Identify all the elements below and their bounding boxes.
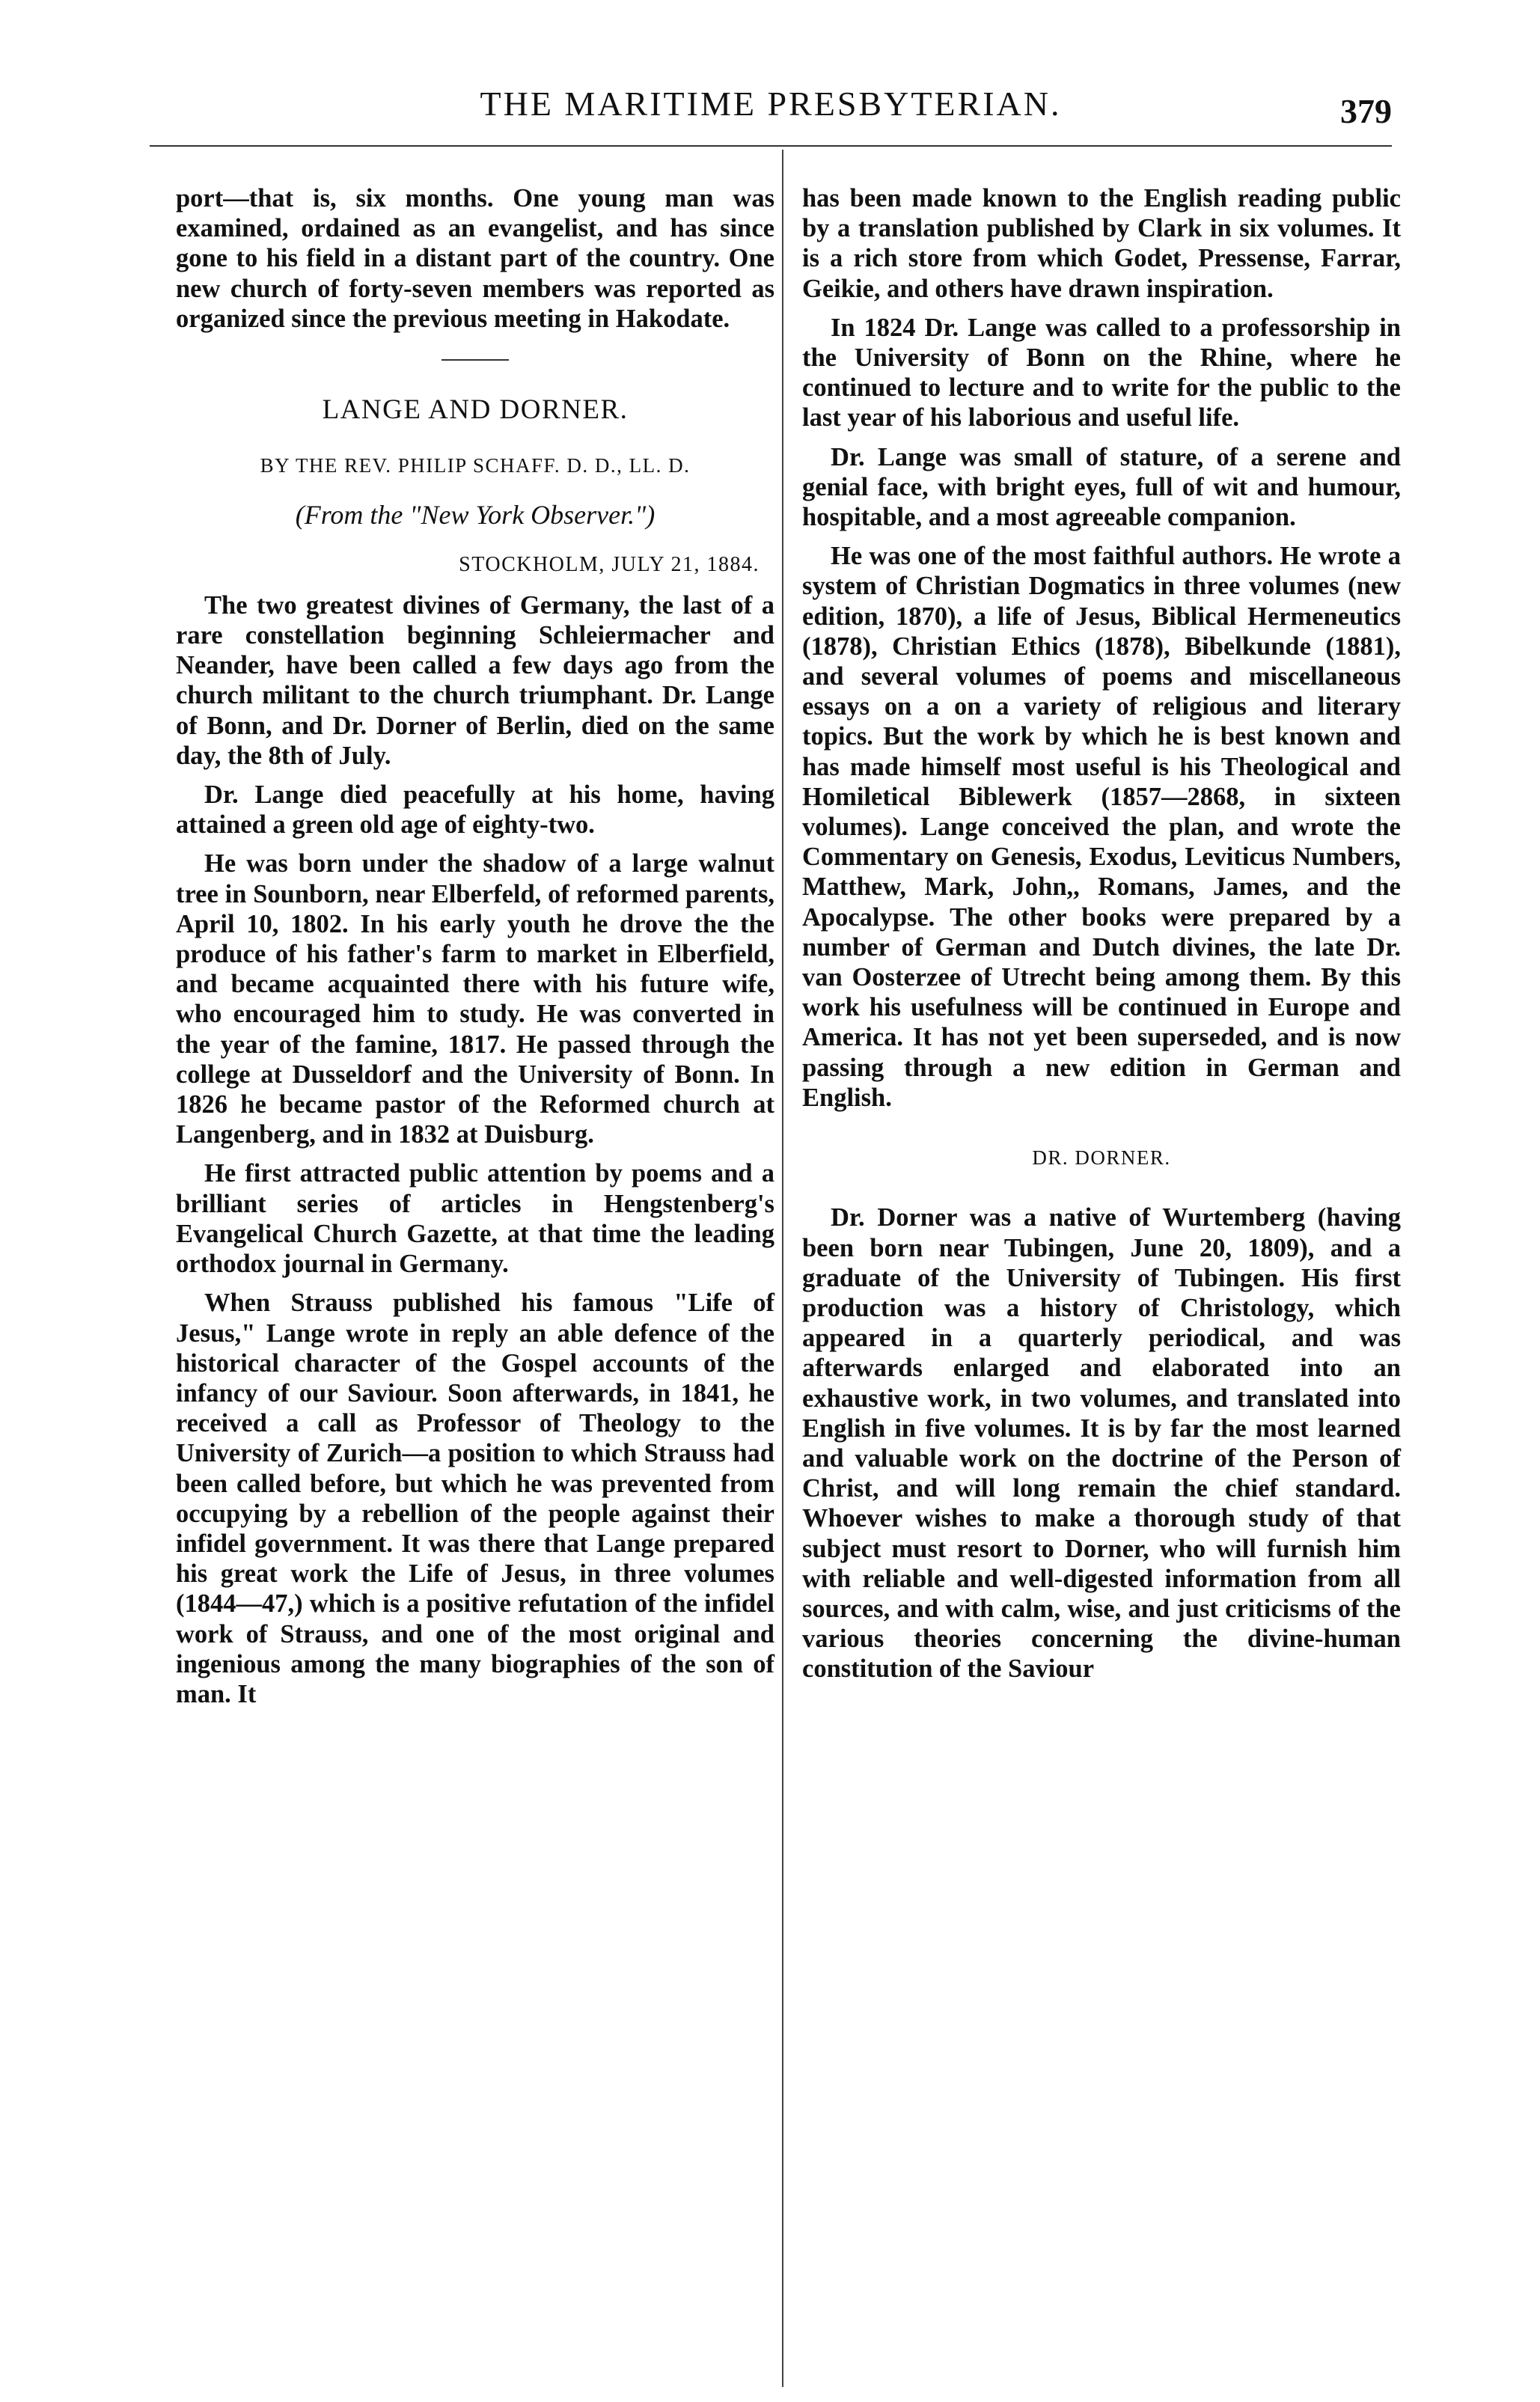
- article-dateline: STOCKHOLM, JULY 21, 1884.: [459, 552, 760, 576]
- paragraph: Dr. Lange was small of stature, of a serene and genial face, with bright eyes, full of wit and humour, hospitable, and a most agreeable companion.: [802, 442, 1401, 532]
- right-column: [802, 183, 1401, 1693]
- paragraph: Dr. Lange died peacefully at his home, having attained a green old age of eighty-two.: [176, 780, 774, 840]
- article-title: LANGE AND DORNER.: [322, 394, 629, 426]
- section-heading: DR. DORNER.: [1032, 1146, 1171, 1170]
- left-column: [176, 183, 774, 1718]
- column-divider: [782, 150, 783, 2387]
- paragraph: has been made known to the English reading public by a translation published by Clark in six volumes. It is a rich store from which Godet, Pressense, Farrar, Geikie, and others have drawn inspiration.: [802, 184, 1401, 303]
- paragraph: In 1824 Dr. Lange was called to a professorship in the University of Bonn on the Rhine, where he continued to lecture and to write for the public to the last year of his laborious and useful life.: [802, 313, 1401, 433]
- paragraph: He first attracted public attention by poems and a brilliant series of articles in Hengstenberg's Evangelical Church Gazette, at that time the leading orthodox journal in Germany.: [176, 1159, 774, 1279]
- paragraph: When Strauss published his famous "Life of Jesus," Lange wrote in reply an able defence of the historical character of the Gospel accounts of the infancy of our Saviour. Soon afterwards, in 1841, he received a call as Professor of Theology to the University of Zurich—a position to which Strauss had been called before, but which he was prevented from occupying by a rebellion of the people against their infidel government. It was there that Lange prepared his great work the Life of Jesus, in three volumes (1844—47,) which is a positive refutation of the infidel work of Strauss, and one of the most original and ingenious among the many biographies of the son of man. It: [176, 1289, 774, 1708]
- section-separator: [441, 359, 509, 361]
- page-number: 379: [1340, 92, 1392, 130]
- publication-title: THE MARITIME PRESBYTERIAN.: [480, 85, 1062, 123]
- paragraph: The two greatest divines of Germany, the last of a rare constellation beginning Schleiermacher and Neander, have been called a few days ago from the church militant to the church triumphant. Dr. Lange of Bonn, and Dr. Dorner of Berlin, died on the same day, the 8th of July.: [176, 590, 774, 770]
- page-header: [150, 84, 1392, 136]
- intro-paragraph: port—that is, six months. One young man was examined, ordained as an evangelist, and has since gone to his field in a distant part of the country. One new church of forty-seven members was reported as organized since the previous meeting in Hakodate.: [176, 184, 774, 333]
- paragraph: He was one of the most faithful authors. He wrote a system of Christian Dogmatics in three volumes (new edition, 1870), a life of Jesus, Biblical Hermeneutics (1878), Christian Ethics (1878), Bibelkunde (1881), and several volumes of poems and miscellaneous essays on a on a variety of religious and literary topics. But the work by which he is best known and has made himself most useful is his Theological and Homiletical Biblewerk (1857—2868, in sixteen volumes). Lange conceived the plan, and wrote the Commentary on Genesis, Exodus, Leviticus Numbers, Matthew, Mark, John,, Romans, James, and the Apocalypse. The other books were prepared by a number of German and Dutch divines, the late Dr. van Oosterzee of Utrecht being among them. By this work his usefulness will be continued in Europe and America. It has not yet been superseded, and is now passing through a new edition in German and English.: [802, 542, 1401, 1112]
- header-rule: [150, 145, 1392, 147]
- article-source: (From the "New York Observer."): [295, 500, 656, 531]
- article-byline: BY THE REV. PHILIP SCHAFF. D. D., LL. D.: [260, 454, 691, 477]
- paragraph: Dr. Dorner was a native of Wurtemberg (having been born near Tubingen, June 20, 1809), and a graduate of the University of Tubingen. His first production was a history of Christology, which appeared in a quarterly periodical, and was afterwards enlarged and elaborated into an exhaustive work, in two volumes, and translated into English in five volumes. It is by far the most learned and valuable work on the doctrine of the Person of Christ, and will long remain the chief standard. Whoever wishes to make a thorough study of that subject must resort to Dorner, who will furnish him with reliable and well-digested information from all sources, and with calm, wise, and just criticisms of the various theories concerning the divine-human constitution of the Saviour: [802, 1203, 1401, 1684]
- paragraph: He was born under the shadow of a large walnut tree in Sounborn, near Elberfeld, of reformed parents, April 10, 1802. In his early youth he drove the the produce of his father's farm to market in Elberfield, and became acquainted there with his future wife, who encouraged him to study. He was converted in the year of the famine, 1817. He passed through the college at Dusseldorf and the University of Bonn. In 1826 he became pastor of the Reformed church at Langenberg, and in 1832 at Duisburg.: [176, 849, 774, 1149]
